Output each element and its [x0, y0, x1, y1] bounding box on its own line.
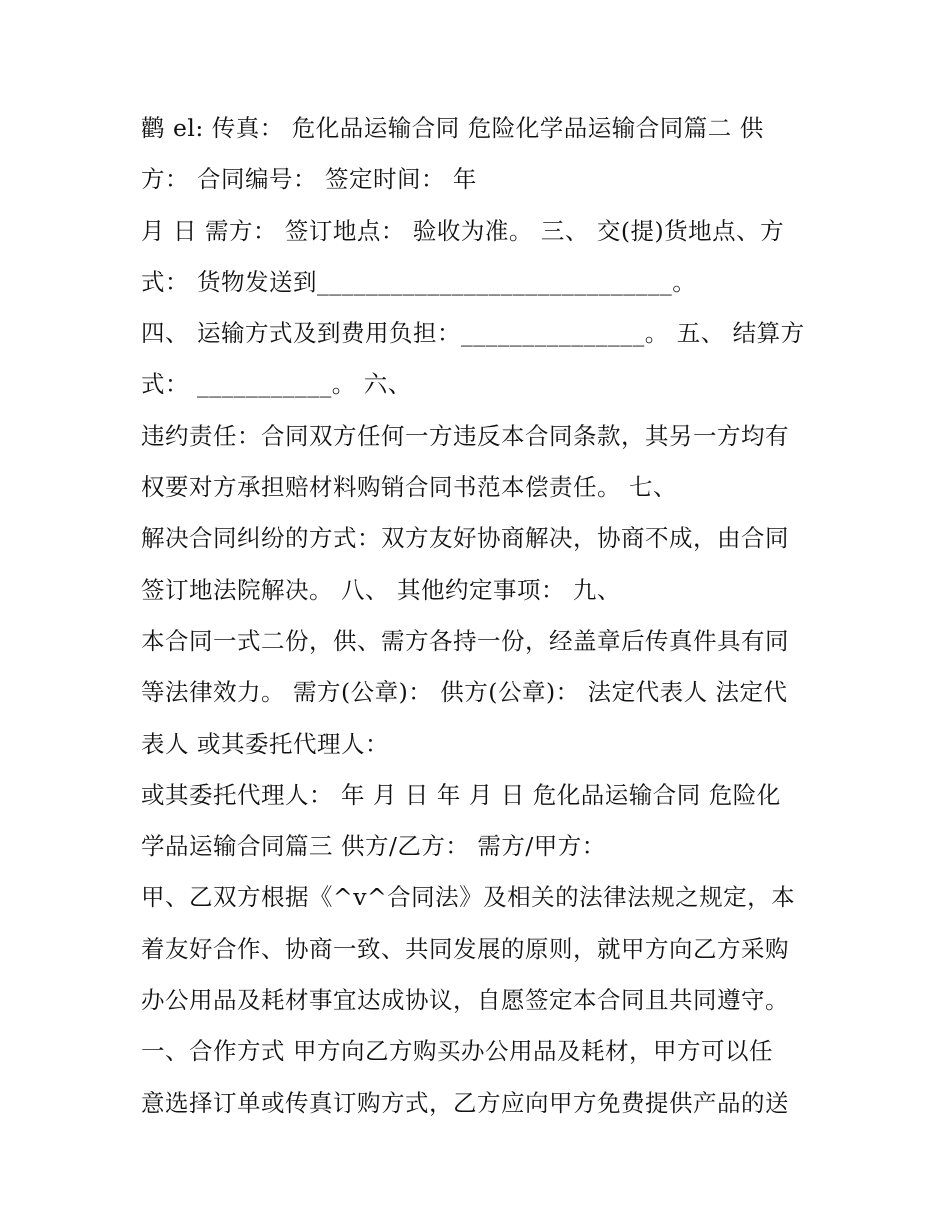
text-line: 鹳 el: 传真： 危化品运输合同 危险化学品运输合同篇二 供	[141, 114, 764, 142]
text-line: 方： 合同编号： 签定时间： 年	[141, 165, 477, 194]
text-line: 或其委托代理人： 年 月 日 年 月 日 危化品运输合同 危险化	[141, 780, 781, 809]
text-line: 四、 运输方式及到费用负担：_______________。 五、 结算方	[141, 319, 805, 348]
text-line: 式： 货物发送到_____________________________。	[141, 267, 697, 296]
text-line: 着友好合作、协商一致、共同发展的原则，就甲方向乙方采购	[141, 934, 789, 963]
text-line: 本合同一式二份，供、需方各持一份，经盖章后传真件具有同	[141, 626, 789, 655]
text-line: 签订地法院解决。 八、 其他约定事项： 九、	[141, 575, 621, 604]
text-line: 解决合同纠纷的方式：双方友好协商解决，协商不成，由合同	[141, 524, 789, 553]
text-line: 式： ___________。 六、	[141, 370, 412, 399]
text-line: 权要对方承担赔材料购销合同书范本偿责任。 七、	[141, 473, 677, 502]
text-line: 等法律效力。 需方(公章)： 供方(公章)： 法定代表人 法定代	[141, 678, 788, 707]
text-line: 意选择订单或传真订购方式，乙方应向甲方免费提供产品的送	[141, 1088, 789, 1117]
text-line: 学品运输合同篇三 供方/乙方： 需方/甲方：	[141, 832, 606, 861]
text-line: 月 日 需方： 签订地点： 验收为准。 三、 交(提)货地点、方	[141, 216, 785, 245]
document-body	[141, 108, 821, 1134]
text-line: 表人 或其委托代理人：	[141, 729, 389, 758]
text-line: 违约责任：合同双方任何一方违反本合同条款，其另一方均有	[141, 421, 789, 450]
text-line: 一、合作方式 甲方向乙方购买办公用品及耗材，甲方可以任	[141, 1037, 773, 1066]
text-line: 甲、乙双方根据《^v^合同法》及相关的法律法规之规定，本	[141, 883, 796, 912]
text-line: 办公用品及耗材事宜达成协议，自愿签定本合同且共同遵守。	[141, 986, 789, 1015]
